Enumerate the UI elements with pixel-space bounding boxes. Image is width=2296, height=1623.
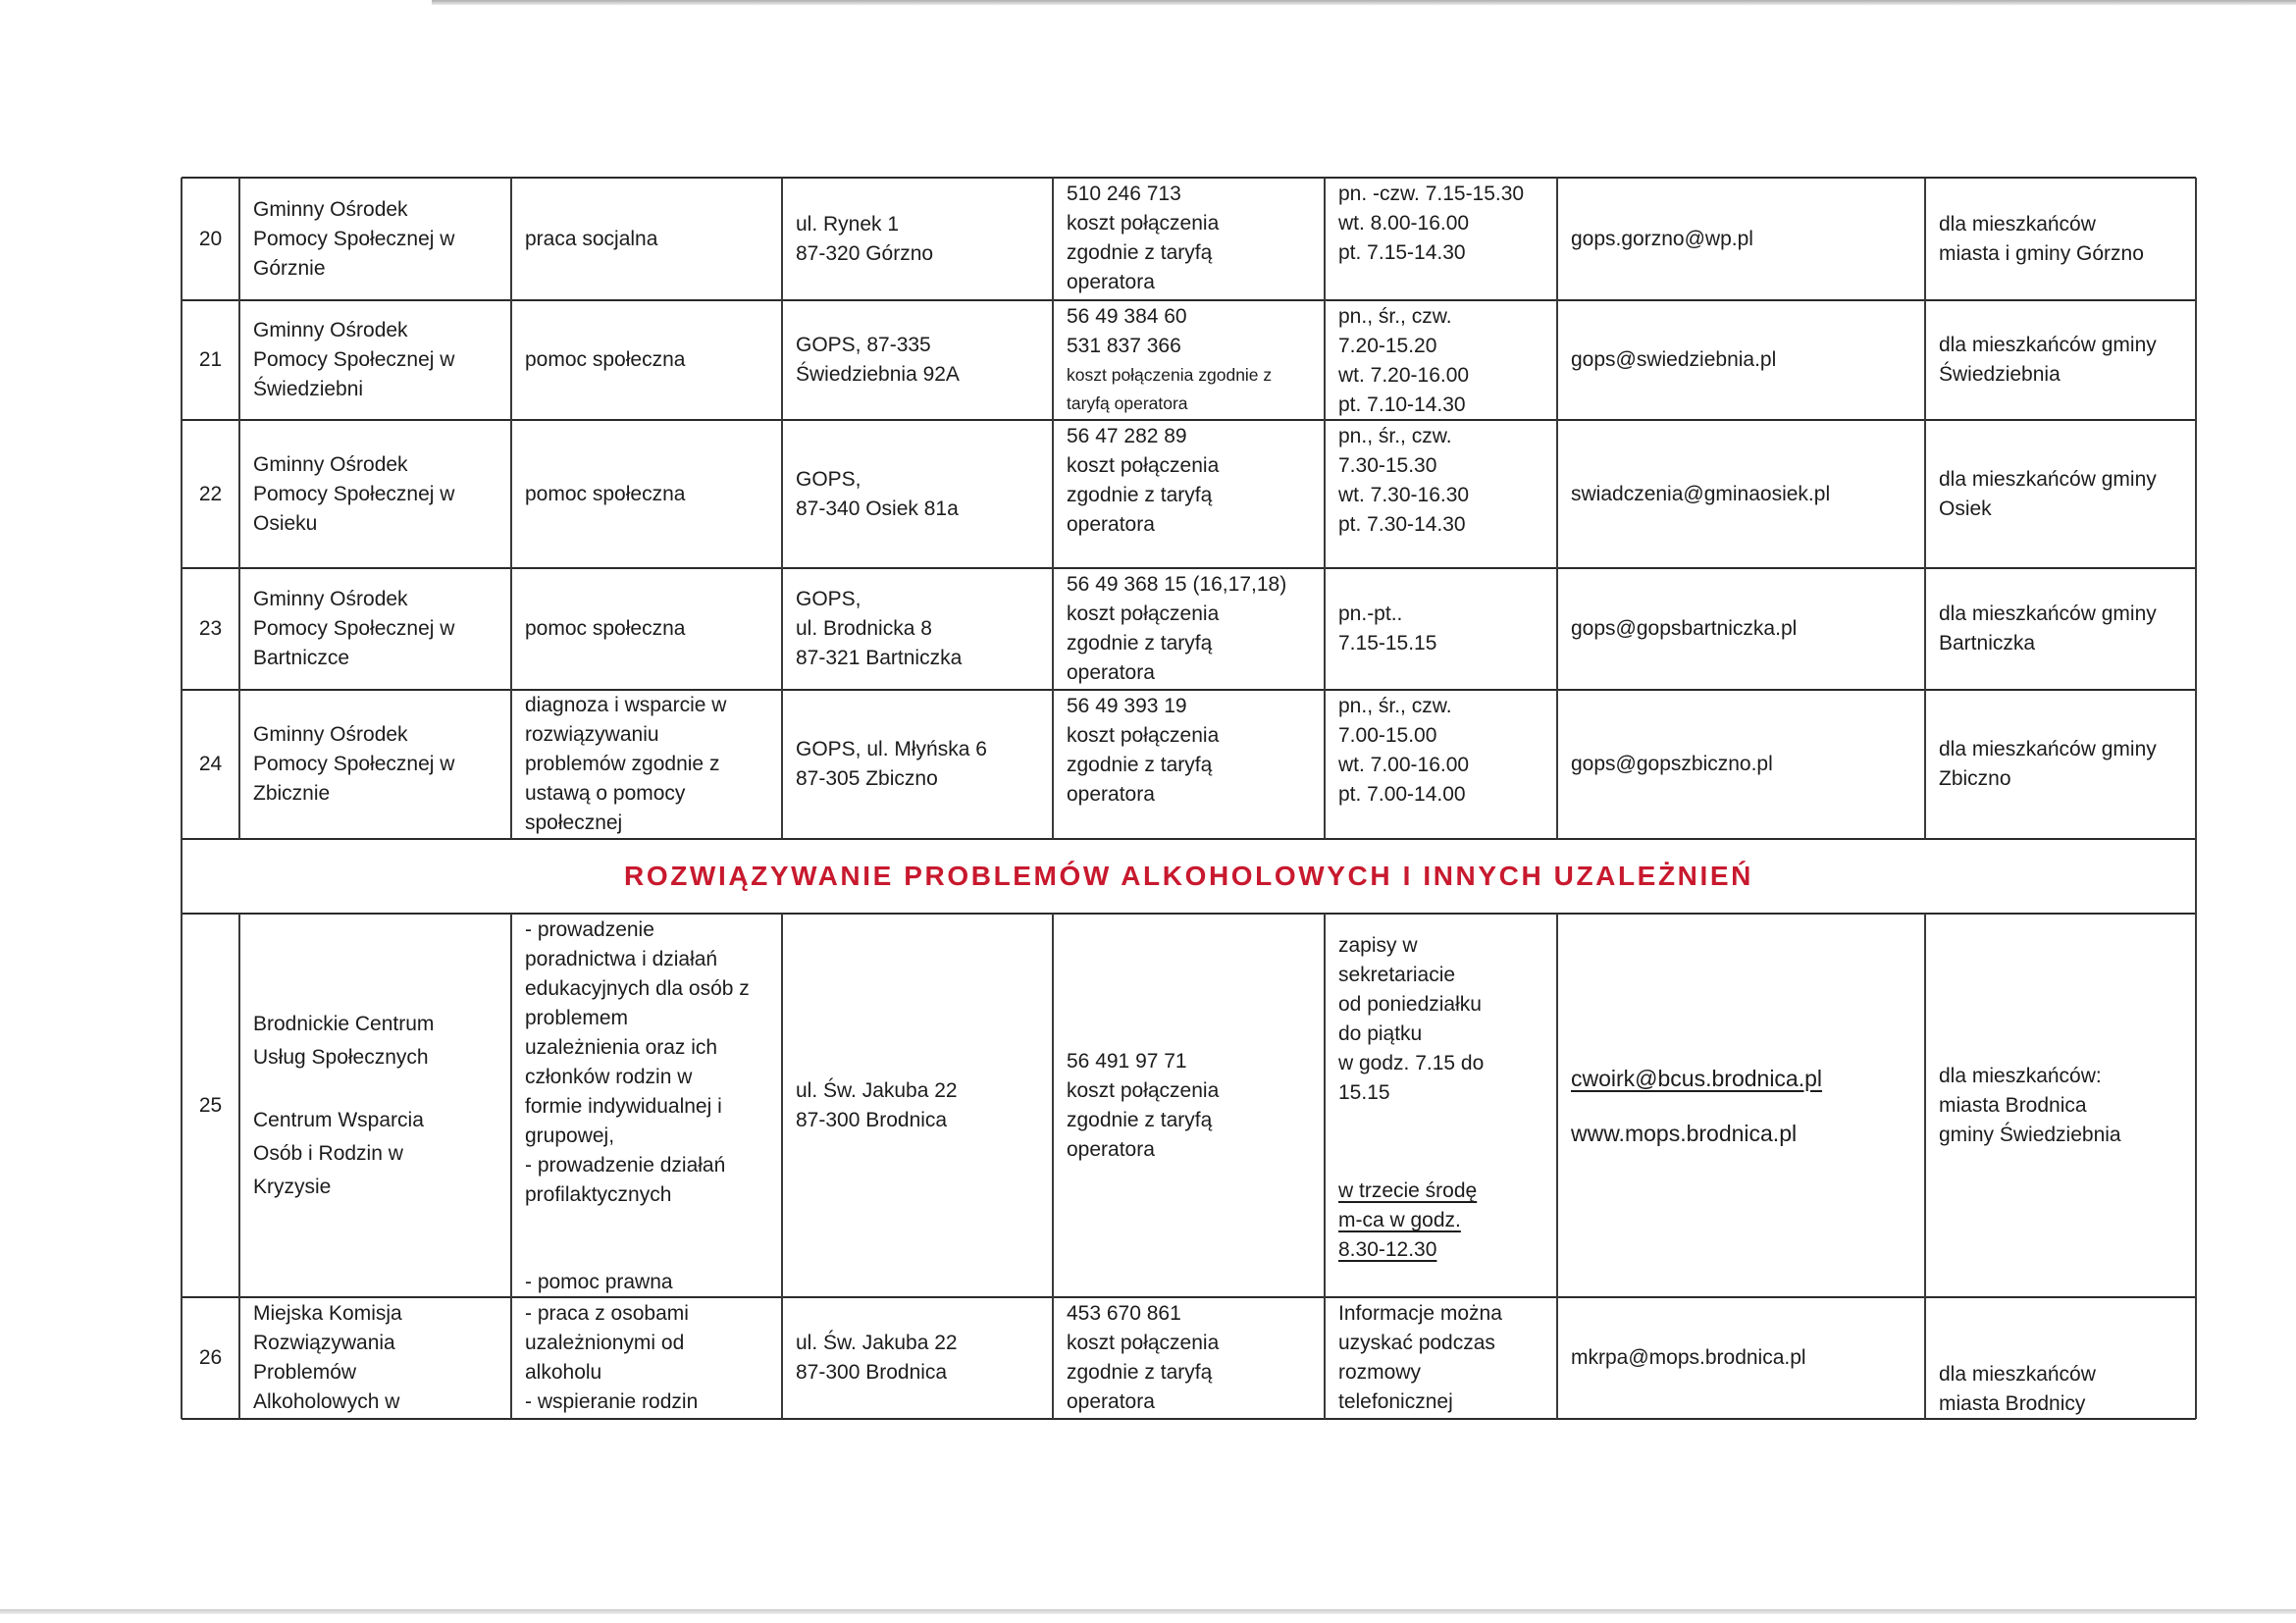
address-cell xyxy=(782,914,1053,1297)
opening-hours-cell xyxy=(1325,568,1557,690)
row-number-text: 21 xyxy=(198,348,223,371)
address: GOPS, 87-335 xyxy=(796,334,931,356)
service-scope: praca socjalna xyxy=(525,227,658,250)
opening-hours-extra: w trzecie środę xyxy=(1338,1179,1478,1202)
service-scope-cell xyxy=(511,914,782,1297)
institution-name: Alkoholowych w xyxy=(253,1390,400,1413)
institution-name: Miejska Komisja xyxy=(253,1302,402,1325)
scan-edge-top xyxy=(432,0,2296,5)
opening-hours-cell xyxy=(1325,178,1557,300)
phone-text: zgodnie z taryfą xyxy=(1067,754,1213,776)
service-scope-cell xyxy=(511,178,782,300)
audience-cell xyxy=(1925,1297,2196,1419)
opening-hours: uzyskać podczas xyxy=(1338,1332,1495,1354)
email-cell xyxy=(1557,178,1925,300)
institution-name: Problemów xyxy=(253,1361,357,1384)
phone-text: 56 49 393 19 xyxy=(1067,695,1187,717)
opening-hours-extra: 8.30-12.30 xyxy=(1338,1238,1437,1261)
audience-cell xyxy=(1925,568,2196,690)
address: GOPS, xyxy=(796,588,861,610)
email-cell xyxy=(1557,568,1925,690)
phone-text: 453 670 861 xyxy=(1067,1302,1181,1325)
services-table xyxy=(182,178,2196,1419)
row-number-text: 26 xyxy=(198,1346,223,1369)
opening-hours: pt. 7.00-14.00 xyxy=(1338,783,1466,806)
address-cell xyxy=(782,690,1053,839)
opening-hours: do piątku xyxy=(1338,1022,1423,1045)
opening-hours-cell xyxy=(1325,914,1557,1297)
audience: dla mieszkańców gminy xyxy=(1939,467,2157,491)
spacer xyxy=(253,1074,497,1104)
institution-name-cell xyxy=(239,300,511,420)
email-link[interactable]: swiadczenia@gminaosiek.pl xyxy=(1571,482,1831,505)
service-scope: - pomoc prawna xyxy=(525,1271,673,1293)
phone-cell xyxy=(1053,300,1325,420)
institution-name-cell xyxy=(239,420,511,568)
opening-hours: wt. 7.20-16.00 xyxy=(1338,364,1470,387)
institution-name: Gminny Ośrodek xyxy=(253,319,408,341)
audience: dla mieszkańców: xyxy=(1939,1064,2102,1087)
address: 87-320 Górzno xyxy=(796,241,934,265)
row-number-text: 22 xyxy=(198,482,223,505)
address: ul. Św. Jakuba 22 xyxy=(796,1332,958,1354)
service-scope-cell xyxy=(511,1297,782,1419)
address: 87-305 Zbiczno xyxy=(796,767,938,790)
row-number xyxy=(182,420,239,568)
opening-hours: pn.-pt.. xyxy=(1338,602,1403,625)
opening-hours: wt. 7.30-16.30 xyxy=(1338,484,1470,506)
institution-subunit-name: Kryzysie xyxy=(253,1175,332,1198)
institution-name: Pomocy Społecznej w xyxy=(253,348,455,371)
institution-name: Rozwiązywania xyxy=(253,1332,395,1354)
opening-hours-extra: m-ca w godz. xyxy=(1338,1209,1461,1231)
opening-hours: pt. 7.30-14.30 xyxy=(1338,513,1466,536)
phone-text: zgodnie z taryfą xyxy=(1067,1108,1213,1131)
phone-cell xyxy=(1053,178,1325,300)
audience: Zbiczno xyxy=(1939,767,2011,790)
phone-text: operatora xyxy=(1067,661,1155,684)
address: 87-340 Osiek 81a xyxy=(796,497,959,520)
row-number xyxy=(182,690,239,839)
address: ul. Brodnicka 8 xyxy=(796,617,932,640)
email-link[interactable]: gops@gopsbartniczka.pl xyxy=(1571,617,1798,640)
spacer xyxy=(1338,1137,1543,1177)
row-number xyxy=(182,300,239,420)
opening-hours: pn., śr., czw. xyxy=(1338,305,1452,328)
institution-name: Gminny Ośrodek xyxy=(253,588,408,610)
opening-hours: pt. 7.10-14.30 xyxy=(1338,393,1466,416)
institution-name: Pomocy Społecznej w xyxy=(253,227,455,250)
audience: dla mieszkańców xyxy=(1939,212,2096,236)
email-link[interactable]: cwoirk@bcus.brodnica.pl xyxy=(1571,1065,1823,1091)
institution-name: Brodnickie Centrum xyxy=(253,1012,435,1035)
phone-text: koszt połączenia xyxy=(1067,1332,1220,1354)
row-number xyxy=(182,568,239,690)
opening-hours: telefonicznej xyxy=(1338,1390,1453,1413)
audience-cell xyxy=(1925,420,2196,568)
opening-hours-cell xyxy=(1325,1297,1557,1419)
phone-cell xyxy=(1053,1297,1325,1419)
audience: Bartniczka xyxy=(1939,632,2036,654)
email-link[interactable]: gops@swiedziebnia.pl xyxy=(1571,348,1777,371)
service-scope: alkoholu xyxy=(525,1361,602,1384)
institution-name: Zbicznie xyxy=(253,782,331,805)
website-link[interactable]: www.mops.brodnica.pl xyxy=(1571,1120,1798,1146)
audience: miasta i gminy Górzno xyxy=(1939,241,2144,265)
institution-subunit-name: Osób i Rodzin w xyxy=(253,1141,403,1165)
address: Świedziebnia 92A xyxy=(796,363,960,386)
institution-subunit-name: Centrum Wsparcia xyxy=(253,1108,424,1131)
address-cell xyxy=(782,300,1053,420)
phone-text: koszt połączenia xyxy=(1067,454,1220,477)
service-scope: problemów zgodnie z xyxy=(525,753,720,775)
institution-name: Pomocy Społecznej w xyxy=(253,617,455,640)
audience-cell xyxy=(1925,914,2196,1297)
service-scope: pomoc społeczna xyxy=(525,348,686,371)
phone-text: 510 246 713 xyxy=(1067,183,1181,205)
row-number xyxy=(182,914,239,1297)
scan-edge-bottom xyxy=(0,1609,2296,1614)
opening-hours: zapisy w xyxy=(1338,934,1418,957)
service-scope: formie indywidualnej i xyxy=(525,1095,722,1118)
phone-cell xyxy=(1053,420,1325,568)
institution-name-cell xyxy=(239,914,511,1297)
phone-text: koszt połączenia xyxy=(1067,602,1220,625)
email-cell xyxy=(1557,420,1925,568)
institution-name: Pomocy Społecznej w xyxy=(253,482,455,505)
service-scope: grupowej, xyxy=(525,1125,615,1147)
phone-text: zgodnie z taryfą xyxy=(1067,1361,1213,1384)
address: ul. Rynek 1 xyxy=(796,212,900,236)
section-heading: ROZWIĄZYWANIE PROBLEMÓW ALKOHOLOWYCH I INNYCH UZALEŻNIEŃ xyxy=(624,861,1753,891)
address-cell xyxy=(782,178,1053,300)
institution-name: Osieku xyxy=(253,511,318,535)
email-link[interactable]: mkrpa@mops.brodnica.pl xyxy=(1571,1346,1806,1369)
audience: dla mieszkańców gminy xyxy=(1939,602,2157,625)
phone-text: operatora xyxy=(1067,513,1155,536)
service-scope: uzależnionymi od xyxy=(525,1332,685,1354)
service-scope: społecznej xyxy=(525,812,623,834)
opening-hours-cell xyxy=(1325,420,1557,568)
opening-hours: 15.15 xyxy=(1338,1081,1390,1104)
opening-hours: 7.20-15.20 xyxy=(1338,335,1437,357)
address: 87-300 Brodnica xyxy=(796,1361,948,1384)
phone-text: 56 491 97 71 xyxy=(1067,1049,1187,1073)
phone-cell xyxy=(1053,914,1325,1297)
audience: dla mieszkańców gminy xyxy=(1939,738,2157,760)
address-cell xyxy=(782,568,1053,690)
phone-text: operatora xyxy=(1067,1137,1155,1161)
institution-name: Gminny Ośrodek xyxy=(253,197,408,221)
row-number xyxy=(182,178,239,300)
row-number-text: 24 xyxy=(198,753,223,775)
row-number-text: 20 xyxy=(198,227,223,250)
address: GOPS, ul. Młyńska 6 xyxy=(796,738,987,760)
institution-name: Usług Społecznych xyxy=(253,1045,429,1069)
audience: Świedziebnia xyxy=(1939,363,2061,386)
institution-name: Bartniczce xyxy=(253,647,350,669)
address-cell xyxy=(782,1297,1053,1419)
opening-hours: w godz. 7.15 do xyxy=(1338,1052,1485,1074)
phone-cell xyxy=(1053,568,1325,690)
service-scope: uzależnienia oraz ich xyxy=(525,1036,718,1059)
service-scope: poradnictwa i działań xyxy=(525,948,718,970)
institution-name: Pomocy Społecznej w xyxy=(253,753,455,775)
service-scope-cell xyxy=(511,300,782,420)
opening-hours: rozmowy xyxy=(1338,1361,1422,1384)
address: ul. Św. Jakuba 22 xyxy=(796,1078,958,1102)
email-cell xyxy=(1557,690,1925,839)
phone-cell xyxy=(1053,690,1325,839)
service-scope: diagnoza i wsparcie w xyxy=(525,694,727,716)
service-scope: rozwiązywaniu xyxy=(525,723,659,746)
opening-hours: pn., śr., czw. xyxy=(1338,425,1452,447)
service-scope: - praca z osobami xyxy=(525,1302,689,1325)
address-cell xyxy=(782,420,1053,568)
phone-text: koszt połączenia xyxy=(1067,724,1220,747)
service-scope-cell xyxy=(511,690,782,839)
spacer xyxy=(1571,1095,1911,1117)
spacer xyxy=(525,1210,768,1239)
service-scope: członków rodzin w xyxy=(525,1066,693,1088)
phone-text: zgodnie z taryfą xyxy=(1067,632,1213,654)
audience: Osiek xyxy=(1939,497,1992,520)
service-scope: ustawą o pomocy xyxy=(525,782,686,805)
opening-hours: pt. 7.15-14.30 xyxy=(1338,241,1466,264)
opening-hours: pn., śr., czw. xyxy=(1338,695,1452,717)
service-scope-cell xyxy=(511,568,782,690)
phone-text: 56 49 384 60 xyxy=(1067,305,1187,328)
opening-hours: Informacje można xyxy=(1338,1302,1502,1325)
opening-hours: wt. 7.00-16.00 xyxy=(1338,754,1470,776)
phone-text: operatora xyxy=(1067,271,1155,293)
institution-name-cell xyxy=(239,568,511,690)
institution-name: Gminny Ośrodek xyxy=(253,723,408,746)
institution-name-cell xyxy=(239,1297,511,1419)
row-number xyxy=(182,1297,239,1419)
service-scope: profilaktycznych xyxy=(525,1183,672,1206)
service-scope: pomoc społeczna xyxy=(525,482,686,505)
address: 87-300 Brodnica xyxy=(796,1108,948,1131)
service-scope: - prowadzenie działań xyxy=(525,1154,726,1177)
email-link[interactable]: gops@gopszbiczno.pl xyxy=(1571,753,1773,775)
phone-text: koszt połączenia xyxy=(1067,1078,1220,1102)
opening-hours-cell xyxy=(1325,300,1557,420)
institution-name: Gminny Ośrodek xyxy=(253,452,408,476)
audience: gminy Świedziebnia xyxy=(1939,1123,2121,1146)
email-cell xyxy=(1557,300,1925,420)
row-number-text: 23 xyxy=(198,617,223,640)
opening-hours: 7.15-15.15 xyxy=(1338,632,1437,654)
phone-text: 56 49 368 15 (16,17,18) xyxy=(1067,573,1287,596)
phone-note: koszt połączenia zgodnie z xyxy=(1067,365,1273,385)
opening-hours: 7.30-15.30 xyxy=(1338,454,1437,477)
institution-name: Górznie xyxy=(253,256,326,280)
phone-text: operatora xyxy=(1067,783,1155,806)
audience: dla mieszkańców gminy xyxy=(1939,334,2157,356)
opening-hours: pn. -czw. 7.15-15.30 xyxy=(1338,183,1525,205)
spacer xyxy=(525,1239,768,1269)
institution-name: Świedziebni xyxy=(253,378,364,400)
opening-hours: 7.00-15.00 xyxy=(1338,724,1437,747)
row-number-text: 25 xyxy=(198,1093,223,1117)
institution-name-cell xyxy=(239,690,511,839)
audience-cell xyxy=(1925,178,2196,300)
phone-text: operatora xyxy=(1067,1390,1155,1413)
address: GOPS, xyxy=(796,467,861,491)
audience: dla mieszkańców xyxy=(1939,1363,2096,1386)
service-scope: pomoc społeczna xyxy=(525,617,686,640)
audience-cell xyxy=(1925,690,2196,839)
opening-hours-cell xyxy=(1325,690,1557,839)
phone-note: taryfą operatora xyxy=(1067,393,1188,413)
service-scope: - prowadzenie xyxy=(525,918,654,941)
audience-cell xyxy=(1925,300,2196,420)
opening-hours: od poniedziałku xyxy=(1338,993,1482,1016)
service-scope-cell xyxy=(511,420,782,568)
service-scope: - wspieranie rodzin xyxy=(525,1390,699,1413)
service-scope: edukacyjnych dla osób z xyxy=(525,977,750,1000)
phone-text: zgodnie z taryfą xyxy=(1067,241,1213,264)
audience: miasta Brodnicy xyxy=(1939,1392,2086,1415)
phone-text: 531 837 366 xyxy=(1067,335,1181,357)
opening-hours: sekretariacie xyxy=(1338,964,1456,986)
phone-text: koszt połączenia xyxy=(1067,212,1220,235)
contact-cell xyxy=(1557,914,1925,1297)
opening-hours: wt. 8.00-16.00 xyxy=(1338,212,1470,235)
audience: miasta Brodnica xyxy=(1939,1093,2087,1117)
spacer xyxy=(1338,1108,1543,1137)
institution-name-cell xyxy=(239,178,511,300)
service-scope: problemem xyxy=(525,1007,629,1029)
phone-text: zgodnie z taryfą xyxy=(1067,484,1213,506)
email-link[interactable]: gops.gorzno@wp.pl xyxy=(1571,227,1753,250)
email-cell xyxy=(1557,1297,1925,1419)
phone-text: 56 47 282 89 xyxy=(1067,425,1187,447)
address: 87-321 Bartniczka xyxy=(796,647,963,669)
